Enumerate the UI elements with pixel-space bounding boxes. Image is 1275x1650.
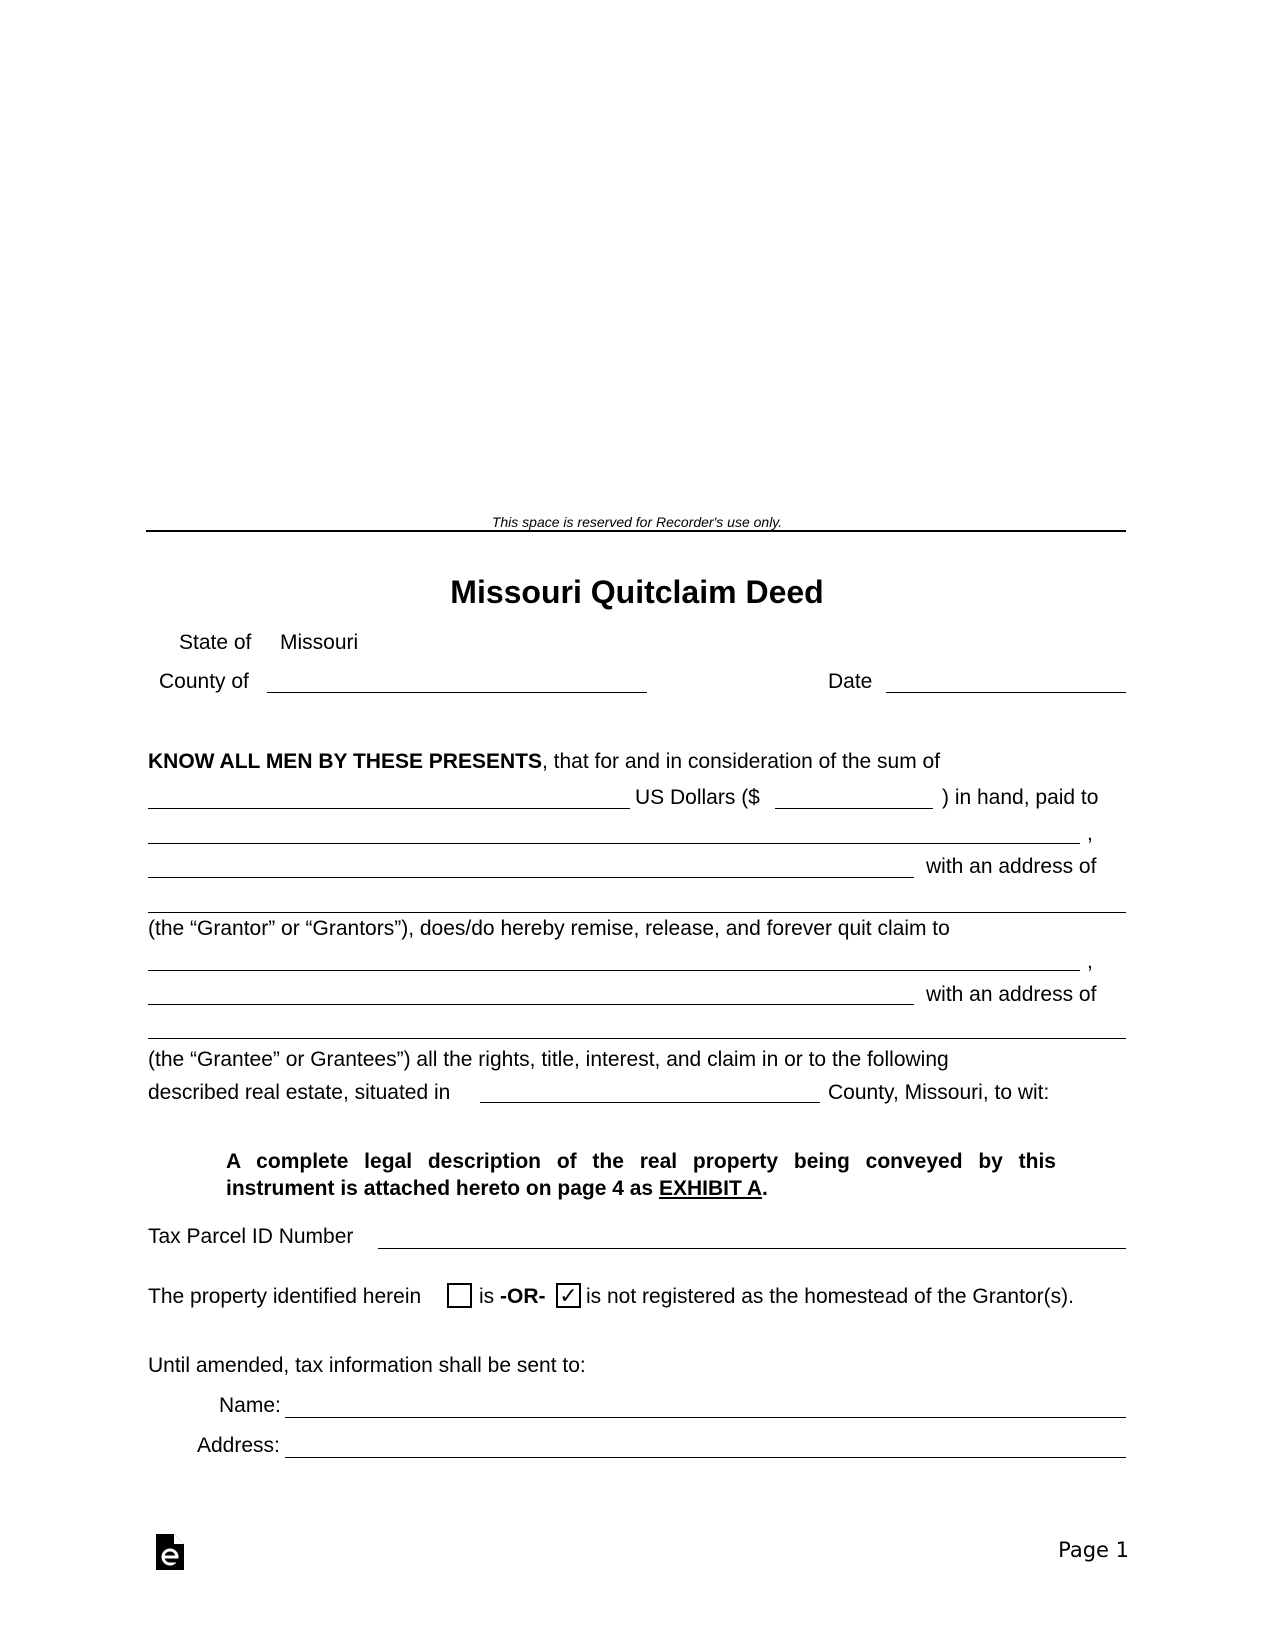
state-value: Missouri: [280, 631, 359, 654]
recorder-note: This space is reserved for Recorder's use only.: [491, 514, 783, 530]
grantee-name-field[interactable]: [148, 970, 1080, 971]
tax-address-field[interactable]: [285, 1457, 1126, 1458]
grantor-name-field-2[interactable]: [148, 877, 914, 878]
homestead-suffix: is not registered as the homestead of the Grantor(s).: [586, 1285, 1074, 1308]
state-label: State of: [179, 631, 252, 654]
know-all-rest: , that for and in consideration of the sum of: [542, 750, 941, 773]
county-label: County of: [159, 670, 249, 693]
grantee-address-field[interactable]: [148, 1038, 1126, 1039]
legal-description-notice: [226, 1148, 1056, 1202]
in-hand-paid-label: ) in hand, paid to: [942, 786, 1099, 809]
tax-parcel-label: Tax Parcel ID Number: [148, 1225, 354, 1248]
exhibit-a-link[interactable]: EXHIBIT A: [658, 1177, 763, 1200]
page-number: Page 1: [1058, 1538, 1129, 1562]
address-label: Address:: [197, 1434, 280, 1457]
date-field[interactable]: [886, 692, 1126, 693]
know-all-line: [148, 750, 940, 774]
grantor-clause: (the “Grantor” or “Grantors”), does/do hereby remise, release, and forever quit claim to: [148, 917, 950, 940]
us-dollars-label: US Dollars ($: [635, 786, 760, 809]
described-suffix: County, Missouri, to wit:: [828, 1081, 1050, 1104]
grantor-address-field[interactable]: [148, 912, 1126, 913]
grantee-with-address-label: with an address of: [926, 983, 1097, 1006]
recorder-divider: [146, 530, 1126, 532]
property-county-field[interactable]: [480, 1102, 820, 1103]
consideration-amount-field[interactable]: [775, 808, 933, 809]
tax-info-label: Until amended, tax information shall be sent to:: [148, 1354, 586, 1377]
name-label: Name:: [219, 1394, 281, 1417]
know-all-bold: KNOW ALL MEN BY THESE PRESENTS: [148, 750, 542, 773]
grantee-comma: ,: [1087, 950, 1093, 973]
homestead-or-label: -OR-: [500, 1285, 546, 1308]
date-label: Date: [828, 670, 873, 693]
homestead-not-checkbox[interactable]: [556, 1283, 581, 1308]
check-mark-icon: ✓: [559, 1283, 578, 1308]
grantee-clause: (the “Grantee” or Grantees”) all the rights, title, interest, and claim in or to the following: [148, 1048, 949, 1071]
grantor-name-field[interactable]: [148, 843, 1080, 844]
document-title: Missouri Quitclaim Deed: [450, 574, 824, 610]
eforms-logo-icon: [156, 1534, 184, 1576]
grantor-with-address-label: with an address of: [926, 855, 1097, 878]
legal-period: .: [762, 1177, 768, 1200]
tax-name-field[interactable]: [285, 1417, 1126, 1418]
homestead-prefix: The property identified herein: [148, 1285, 422, 1308]
legal-text: A complete legal description of the real property being conveyed by this instrument is attached hereto on page 4 as: [226, 1150, 1056, 1200]
grantor-comma: ,: [1087, 822, 1093, 845]
county-field[interactable]: [267, 692, 647, 693]
consideration-words-field[interactable]: [148, 808, 630, 809]
described-prefix: described real estate, situated in: [148, 1081, 451, 1104]
homestead-is-checkbox[interactable]: [447, 1283, 472, 1308]
homestead-is-label: is: [479, 1285, 495, 1308]
grantee-name-field-2[interactable]: [148, 1004, 914, 1005]
tax-parcel-field[interactable]: [378, 1248, 1126, 1249]
